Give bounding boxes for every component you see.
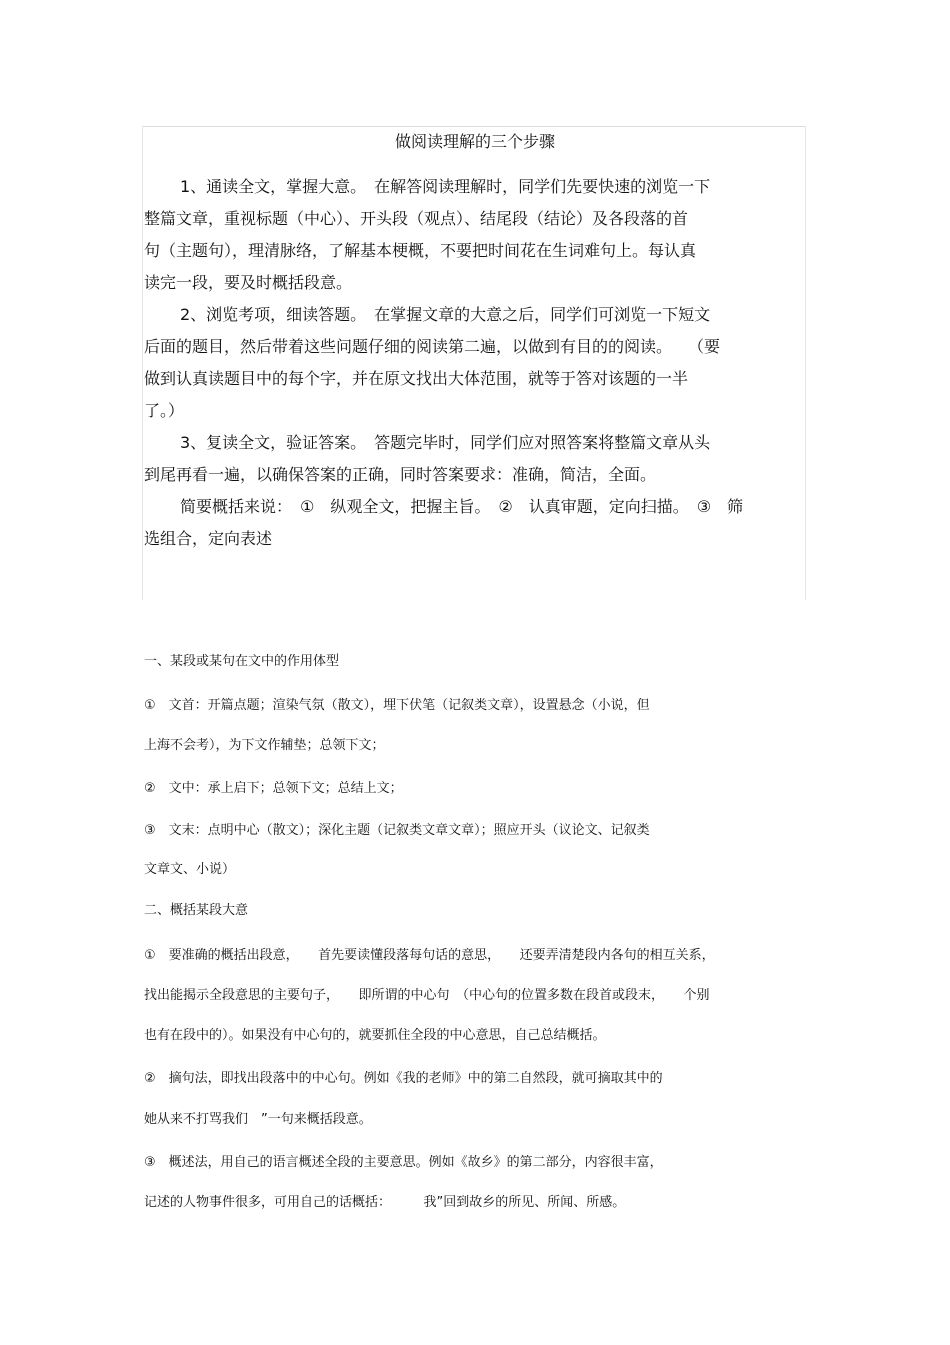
steps-line-2: 整篇文章，重视标题（中心）、开头段（观点）、结尾段（结论）及各段落的首 bbox=[144, 209, 689, 228]
section-heading-2: 二、概括某段大意 bbox=[144, 903, 249, 918]
section-line: ③ 文末：点明中心（散文）；深化主题（记叙类文章文章）；照应开头（议论文、记叙类 bbox=[144, 823, 650, 838]
section-line: ③ 概述法，用自己的语言概述全段的主要意思。例如《故乡》的第二部分，内容很丰富， bbox=[144, 1155, 663, 1170]
steps-line-3: 句（主题句），理清脉络，了解基本梗概，不要把时间花在生词难句上。每认真 bbox=[144, 241, 697, 260]
section-line: 上海不会考），为下文作辅垫；总领下文； bbox=[144, 738, 385, 753]
section-line: ② 摘句法，即找出段落中的中心句。例如《我的老师》中的第二自然段，就可摘取其中的 bbox=[144, 1071, 663, 1086]
steps-summary-line-2: 选组合，定向表述 bbox=[144, 529, 273, 548]
steps-line-9: 3、复读全文，验证答案。 答题完毕时，同学们应对照答案将整篇文章从头 bbox=[180, 433, 711, 452]
section-heading-1: 一、某段或某句在文中的作用体型 bbox=[144, 654, 340, 669]
section-line: ① 文首：开篇点题；渲染气氛（散文），埋下伏笔（记叙类文章），设置悬念（小说，但 bbox=[144, 698, 650, 713]
steps-line-5: 2、浏览考项，细读答题。 在掌握文章的大意之后，同学们可浏览一下短文 bbox=[180, 305, 711, 324]
section-line: 找出能揭示全段意思的主要句子， 即所谓的中心句 （中心句的位置多数在段首或段末， 个别 bbox=[144, 988, 710, 1003]
steps-line-4: 读完一段，要及时概括段意。 bbox=[144, 273, 353, 292]
section-line: ① 要准确的概括出段意， 首先要读懂段落每句话的意思， 还要弄清楚段内各句的相互关系， bbox=[144, 948, 715, 963]
steps-line-8: 了。） bbox=[144, 401, 185, 420]
section-line: ② 文中：承上启下；总领下文；总结上文； bbox=[144, 781, 403, 796]
steps-line-7: 做到认真读题目中的每个字，并在原文找出大体范围，就等于答对该题的一半 bbox=[144, 369, 689, 388]
steps-line-1: 1、通读全文，掌握大意。 在解答阅读理解时，同学们先要快速的浏览一下 bbox=[180, 177, 711, 196]
section-line: 她从来不打骂我们 ”一句来概括段意。 bbox=[144, 1112, 372, 1127]
steps-title: 做阅读理解的三个步骤 bbox=[394, 132, 555, 151]
section-line: 也有在段中的）。如果没有中心句的，就要抓住全段的中心意思，自己总结概括。 bbox=[144, 1028, 606, 1043]
steps-line-6: 后面的题目，然后带着这些问题仔细的阅读第二遍，以做到有目的的阅读。 （要 bbox=[144, 337, 721, 356]
steps-summary-line: 简要概括来说： ① 纵观全文，把握主旨。 ② 认真审题，定向扫描。 ③ 筛 bbox=[180, 497, 744, 516]
section-line: 记述的人物事件很多，可用自己的话概括： 我”回到故乡的所见、所闻、所感。 bbox=[144, 1195, 626, 1210]
steps-line-10: 到尾再看一遍，以确保答案的正确，同时答案要求：准确，简洁，全面。 bbox=[144, 465, 657, 484]
section-line: 文章文、小说） bbox=[144, 862, 236, 877]
